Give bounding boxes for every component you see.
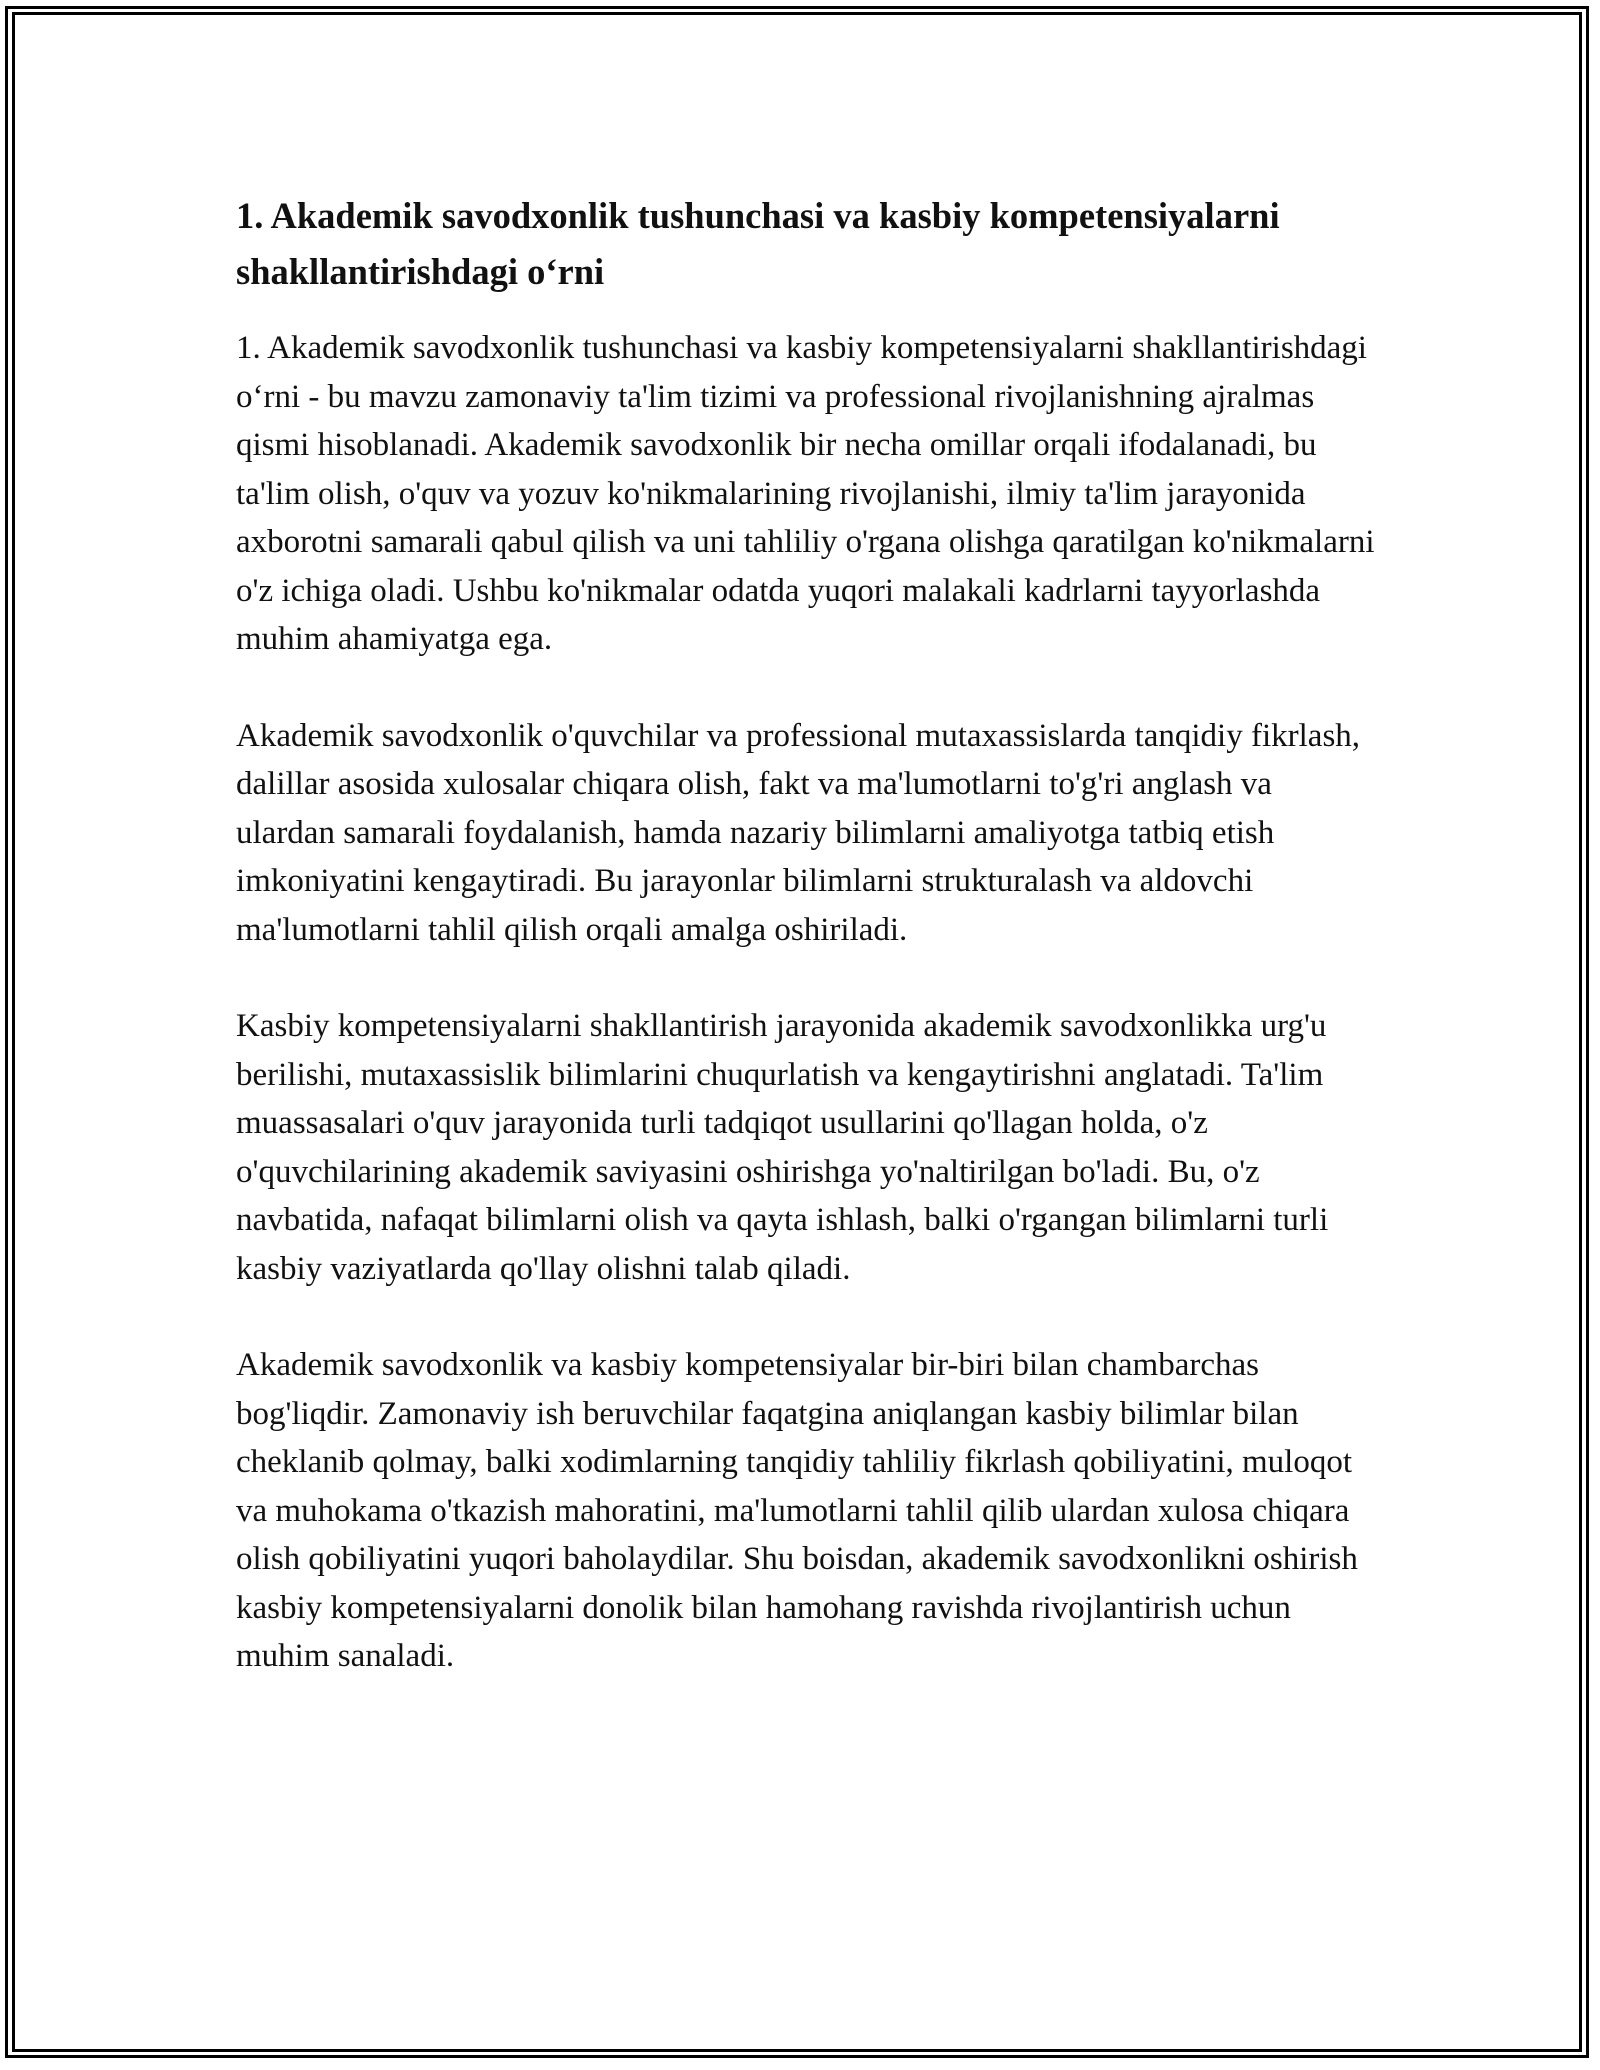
paragraph-4: Akademik savodxonlik va kasbiy kompetensiyalar bir-biri bilan chambarchas bog'liqdir. Zamonaviy ish beruvchilar faqatgina aniqlangan kasbiy bilimlar bilan cheklanib qolmay, balki xodimlarning tanqidiy tahliliy fikrlash qobiliyatini, muloqot va muhokama o'tkazish mahoratini, ma'lumotlarni tahlil qilib ulardan xulosa chiqara olish qobiliyatini yuqori baholaydilar. Shu boisdan, akademik savodxonlikni oshirish kasbiy kompetensiyalarni donolik bilan hamohang ravishda rivojlantirish uchun muhim sanaladi.	[236, 1347, 1358, 1674]
paragraph-2: Akademik savodxonlik o'quvchilar va professional mutaxassislarda tanqidiy fikrlash, dalillar asosida xulosalar chiqara olish, fakt va ma'lumotlarni to'g'ri anglash va ulardan samarali foydalanish, hamda nazariy bilimlarni amaliyotga tatbiq etish imkoniyatini kengaytiradi. Bu jarayonlar bilimlarni strukturalash va aldovchi ma'lumotlarni tahlil qilish orqali amalga oshiriladi.	[236, 717, 1361, 948]
document-heading: 1. Akademik savodxonlik tushunchasi va kasbiy kompetensiyalarni shakllantirishdagi o‘rni	[236, 195, 1280, 292]
paragraph-1: 1. Akademik savodxonlik tushunchasi va kasbiy kompetensiyalarni shakllantirishdagi o‘rni - bu mavzu zamonaviy ta'lim tizimi va professional rivojlanishning ajralmas qismi hisoblanadi. Akademik savodxonlik bir necha omillar orqali ifodalanadi, bu ta'lim olish, o'quv va yozuv ko'nikmalarining rivojlanishi, ilmiy ta'lim jarayonida axborotni samarali qabul qilish va uni tahliliy o'rgana olishga qaratilgan ko'nikmalarni o'z ichiga oladi. Ushbu ko'nikmalar odatda yuqori malakali kadrlarni tayyorlashda muhim ahamiyatga ega.	[236, 330, 1375, 657]
paragraph-3: Kasbiy kompetensiyalarni shakllantirish jarayonida akademik savodxonlikka urg'u berilishi, mutaxassislik bilimlarini chuqurlatish va kengaytirishni anglatadi. Ta'lim muassasalari o'quv jarayonida turli tadqiqot usullarini qo'llagan holda, o'z o'quvchilarining akademik saviyasini oshirishga yo'naltirilgan bo'ladi. Bu, o'z navbatida, nafaqat bilimlarni olish va qayta ishlash, balki o'rgangan bilimlarni turli kasbiy vaziyatlarda qo'llay olishni talab qiladi.	[236, 1008, 1329, 1287]
document-body	[236, 188, 1376, 1729]
